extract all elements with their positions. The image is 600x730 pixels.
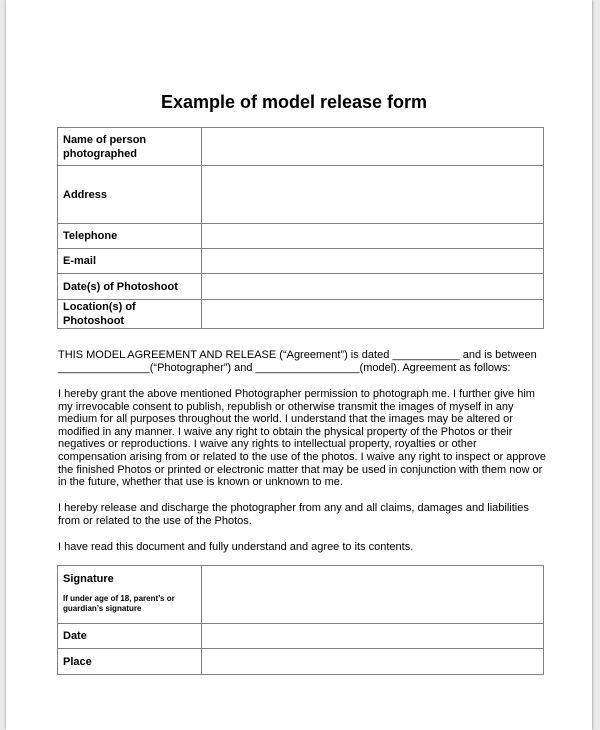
signature-table (57, 565, 544, 675)
table-row (58, 249, 544, 274)
name-field[interactable] (202, 128, 544, 166)
table-row (58, 566, 544, 624)
grant-paragraph: I hereby grant the above mentioned Photographer permission to photograph me. I further give him my irrevocable consent to publish, republish or otherwise transmit the images of myself in any medium for all purposes throughout the world. I understand that the images may be altered or modified in any manner. I waive any right to obtain the physical property of the Photos or their negatives or reproductions. I waive any rights to intellectual property, royalties or other compensation arising from or related to the use of the photos. I waive any right to inspect or approve the finished Photos or printed or electronic matter that may be used in conjunction with them now or in the future, whether that use is known or unknown to me. (58, 388, 546, 489)
email-label: E-mail (58, 249, 202, 274)
agreement-paragraph: THIS MODEL AGREEMENT AND RELEASE (“Agreement”) is dated ___________ and is between _______________(“Photographer”) and _________________(model). Agreement as follows: (58, 349, 537, 374)
email-field[interactable] (202, 249, 544, 274)
document-title: Example of model release form (160, 92, 428, 112)
telephone-label: Telephone (58, 224, 202, 249)
table-row (58, 624, 544, 649)
signature-field[interactable] (202, 566, 544, 624)
table-row (58, 224, 544, 249)
photoshoot-date-field[interactable] (202, 274, 544, 300)
person-info-table (57, 127, 544, 329)
signature-label: Signature (63, 573, 114, 585)
date-field[interactable] (202, 624, 544, 649)
place-field[interactable] (202, 649, 544, 675)
telephone-field[interactable] (202, 224, 544, 249)
photoshoot-location-label: Location(s) of Photoshoot (58, 300, 202, 329)
table-row (58, 649, 544, 675)
table-row (58, 166, 544, 224)
table-row (58, 274, 544, 300)
release-paragraph: I hereby release and discharge the photographer from any and all claims, damages and liabilities from or related to the use of the Photos. (58, 502, 529, 527)
acknowledgement-paragraph: I have read this document and fully understand and agree to its contents. (58, 541, 414, 553)
name-label: Name of person photographed (58, 128, 202, 166)
signature-cell (58, 566, 202, 624)
address-label: Address (58, 166, 202, 224)
photoshoot-date-label: Date(s) of Photoshoot (58, 274, 202, 300)
table-row (58, 128, 544, 166)
place-label: Place (58, 649, 202, 675)
date-label: Date (58, 624, 202, 649)
address-field[interactable] (202, 166, 544, 224)
photoshoot-location-field[interactable] (202, 300, 544, 329)
table-row (58, 300, 544, 329)
guardian-note: If under age of 18, parent’s or guardian’s signature (63, 594, 175, 613)
